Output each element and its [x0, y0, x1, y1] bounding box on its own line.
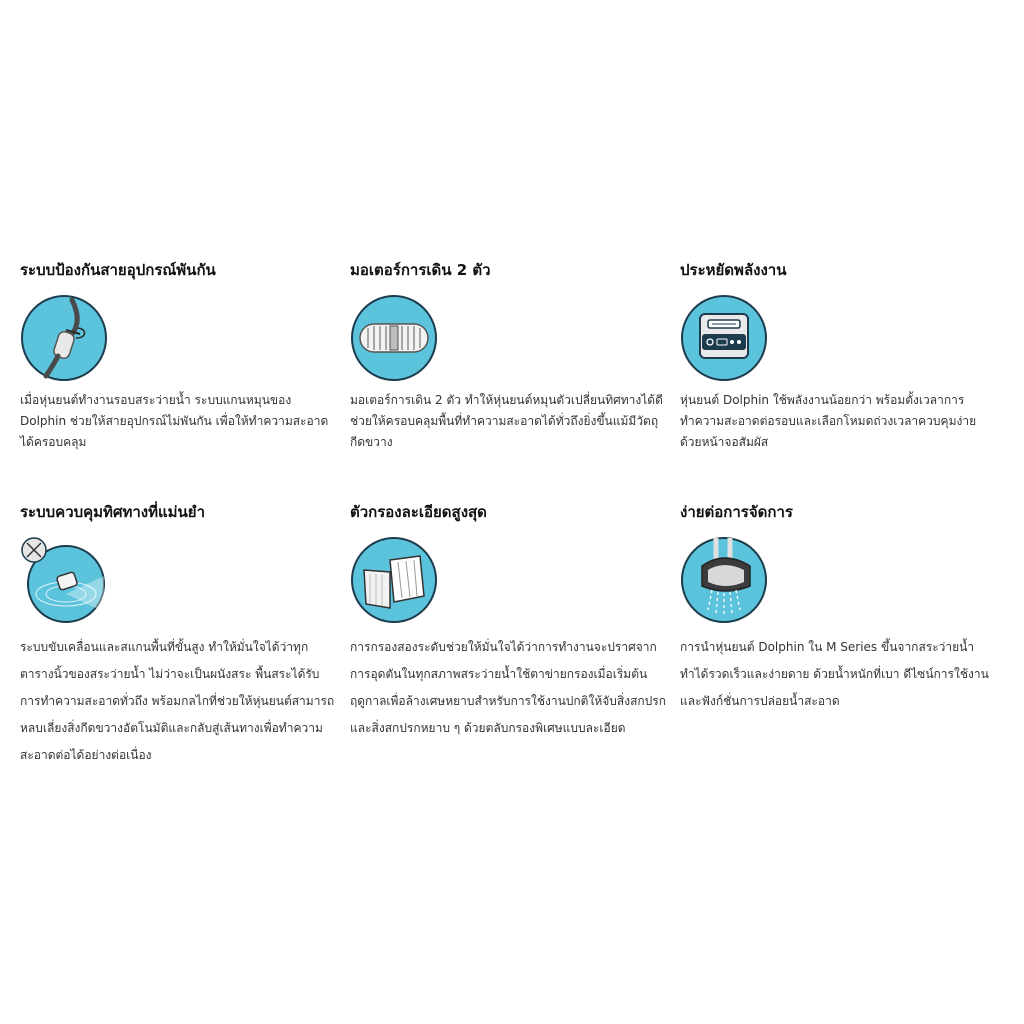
feature-title: ระบบป้องกันสายอุปกรณ์พันกัน — [20, 261, 216, 279]
feature-description: เมื่อหุ่นยนต์ทำงานรอบสระว่ายน้ำ ระบบแกนหมุนของ Dolphin ช่วยให้สายอุปกรณ์ไม่พันกัน เพื่อให้ทำความสะอาดได้ครอบคลุม — [20, 393, 329, 449]
feature-description: มอเตอร์การเดิน 2 ตัว ทำให้หุ่นยนต์หมุนตัวเปลี่ยนทิศทางได้ดี ช่วยให้ครอบคลุมพื้นที่ทำความสะอาดได้ทั่วถึงยิ่งขึ้นแม้มีวัตถุกีดขวาง — [350, 393, 663, 449]
feature-title: ระบบควบคุมทิศทางที่แม่นยำ — [20, 503, 206, 521]
feature-description: หุ่นยนต์ Dolphin ใช้พลังงานน้อยกว่า พร้อมตั้งเวลาการทำความสะอาดต่อรอบและเลือกโหมดถ่วงเวลาควบคุมง่ายด้วยหน้าจอสัมผัส — [680, 393, 977, 449]
feature-title: มอเตอร์การเดิน 2 ตัว — [350, 261, 491, 279]
dual-drive-motor-icon — [350, 294, 442, 386]
feature-description: การกรองสองระดับช่วยให้มั่นใจได้ว่าการทำงานจะปราศจากการอุดตันในทุกสภาพสระว่ายน้ำใช้ตาข่ายกรองเมื่อเริ่มต้นฤดูกาลเพื่อล้างเศษหยาบสำหรับการใช้งานปกติให้จับสิ่งสกปรกและสิ่งสกปรกหยาบ ๆ ด้วยตลับกรองพิเศษแบบละเอียด — [350, 640, 666, 735]
feature-description: ระบบขับเคลื่อนและสแกนพื้นที่ขั้นสูง ทำให้มั่นใจได้ว่าทุกตารางนิ้วของสระว่ายน้ำ ไม่ว่าจะเป็นผนังสระ พื้นสระได้รับการทำความสะอาดทั่วถึง พร้อมกลไกที่ช่วยให้หุ่นยนต์สามารถหลบเลี่ยงสิ่งกีดขวางอัตโนมัติและกลับสู่เส้นทางเพื่อทำความสะอาดต่อได้อย่างต่อเนื่อง — [20, 640, 335, 762]
lift-drain-icon — [680, 536, 772, 628]
swivel-cable-icon — [20, 294, 112, 386]
feature-card-precise-navigation — [20, 500, 340, 769]
feature-card-easy-handling — [680, 500, 1000, 715]
power-supply-icon — [680, 294, 772, 386]
feature-title: ประหยัดพลังงาน — [680, 261, 787, 279]
feature-description: การนำหุ่นยนต์ Dolphin ใน M Series ขึ้นจากสระว่ายน้ำทำได้รวดเร็วและง่ายดาย ด้วยน้ำหนักที่เบา ดีไซน์การใช้งาน และฟังก์ชั่นการปล่อยน้ำสะอาด — [680, 640, 989, 708]
navigation-scan-icon — [20, 536, 112, 628]
feature-card-dual-motor — [350, 258, 670, 453]
feature-card-ultra-fine-filter — [350, 500, 670, 742]
feature-card-energy-saving — [680, 258, 1000, 453]
feature-card-anti-tangle — [20, 258, 340, 453]
feature-title: ตัวกรองละเอียดสูงสุด — [350, 503, 487, 521]
feature-title: ง่ายต่อการจัดการ — [680, 503, 793, 521]
fine-filter-icon — [350, 536, 442, 628]
